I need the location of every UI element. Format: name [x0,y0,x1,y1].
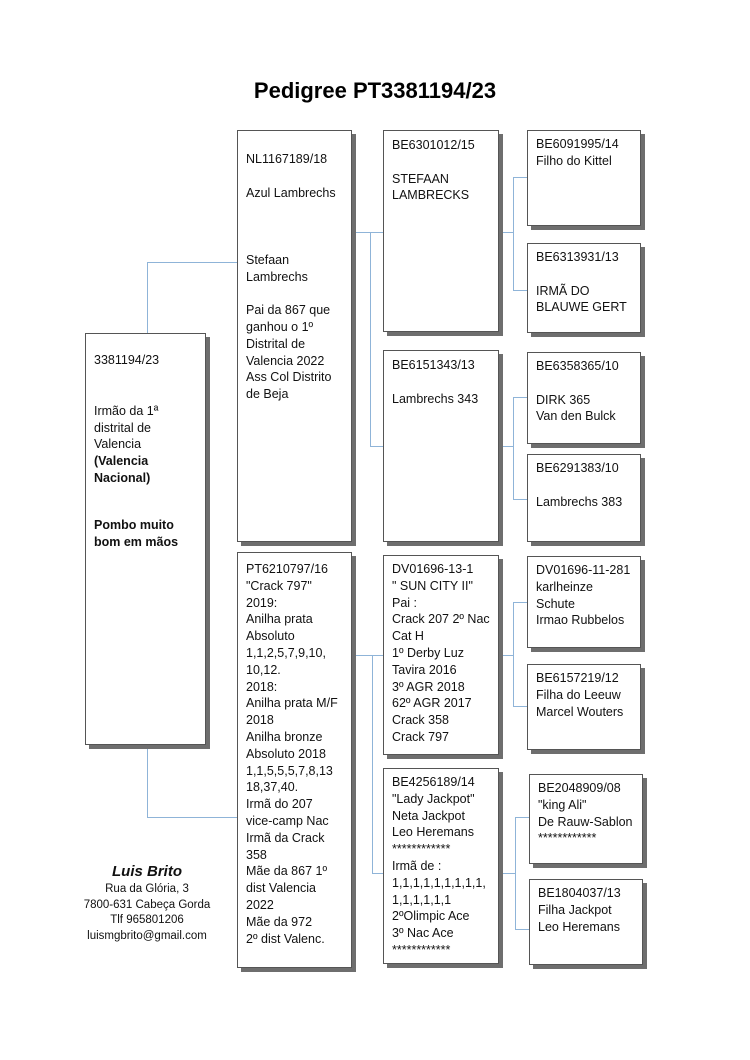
sire-dam-box: BE6151343/13 Lambrechs 343 [383,350,499,542]
connector [499,873,515,874]
connector [372,873,383,874]
dam-sire-sire-box: DV01696-11-281 karlheinze Schute Irmao Rubbelos [527,556,641,648]
connector [352,655,383,656]
connector [499,446,513,447]
sire-sire-dam-box: BE6313931/13 IRMÃ DO BLAUWE GERT [527,243,641,333]
connector [352,232,383,233]
connector [513,397,527,398]
connector [147,262,148,333]
connector [513,499,527,500]
page-title: Pedigree PT3381194/23 [253,78,497,103]
connector [513,177,514,290]
dam-dam-sire-box: BE2048909/08 "king Ali" De Rauw-Sablon ************ [529,774,643,864]
connector [147,745,148,817]
connector [513,290,527,291]
sire-sire-box: BE6301012/15 STEFAAN LAMBRECKS [383,130,499,332]
connector [513,706,527,707]
breeder-city: 7800-631 Cabeça Gorda [83,898,211,911]
connector [499,232,513,233]
connector [147,817,237,818]
connector [513,177,527,178]
breeder-phone: Tlf 965801206 [110,914,184,926]
connector [515,817,516,929]
breeder-name: Luis Brito [112,863,182,880]
connector [372,655,373,873]
breeder-info [72,862,222,944]
dam-dam-box: BE4256189/14 "Lady Jackpot" Neta Jackpot Leo Heremans ************ Irmã de : 1,1,1,1,1,1,1,1,1, 1,1,1,1,1,1 2ºOlimpic Ace 3º Nac Ace ************ [383,768,499,964]
connector [370,232,371,446]
sire-dam-sire-box: BE6358365/10 DIRK 365 Van den Bulck [527,352,641,444]
sire-sire-sire-box: BE6091995/14 Filho do Kittel [527,130,641,226]
connector [513,602,527,603]
sire-dam-dam-box: BE6291383/10 Lambrechs 383 [527,454,641,542]
connector [515,817,529,818]
subject-note: Pombo muito bom em mãos [94,517,179,549]
connector [499,655,513,656]
breeder-street: Rua da Glória, 3 [105,883,189,895]
connector [147,262,237,263]
connector [513,602,514,706]
breeder-email: luismgbrito@gmail.com [87,929,207,942]
dam-sire-dam-box: BE6157219/12 Filha do Leeuw Marcel Wouters [527,664,641,750]
subject-ring: 3381194/23 [94,353,160,367]
subject-box [85,333,206,745]
subject-description-bold: (Valencia Nacional) [94,454,151,485]
subject-description: Irmão da 1ª distrital de Valencia [94,403,159,452]
connector [515,929,529,930]
dam-box: PT6210797/16 "Crack 797" 2019: Anilha prata Absoluto 1,1,2,5,7,9,10, 10,12. 2018: Anilha prata M/F 2018 Anilha bronze Absoluto 2018 1,1,5,5,5,7,8,13 18,37,40. Irmã do 207 vice-camp Nac Irmã da Crack 358 Mãe da 867 1º dist Valencia 2022 Mãe da 972 2º dist Valenc. [237,552,352,968]
dam-sire-box: DV01696-13-1 " SUN CITY II" Pai : Crack 207 2º Nac Cat H 1º Derby Luz Tavira 2016 3º AGR 2018 62º AGR 2017 Crack 358 Crack 797 [383,555,499,755]
sire-box: NL1167189/18 Azul Lambrechs Stefaan Lambrechs Pai da 867 que ganhou o 1º Distrital de Valencia 2022 Ass Col Distrito de Beja [237,130,352,542]
connector [370,446,383,447]
dam-dam-dam-box: BE1804037/13 Filha Jackpot Leo Heremans [529,879,643,965]
connector [513,397,514,499]
